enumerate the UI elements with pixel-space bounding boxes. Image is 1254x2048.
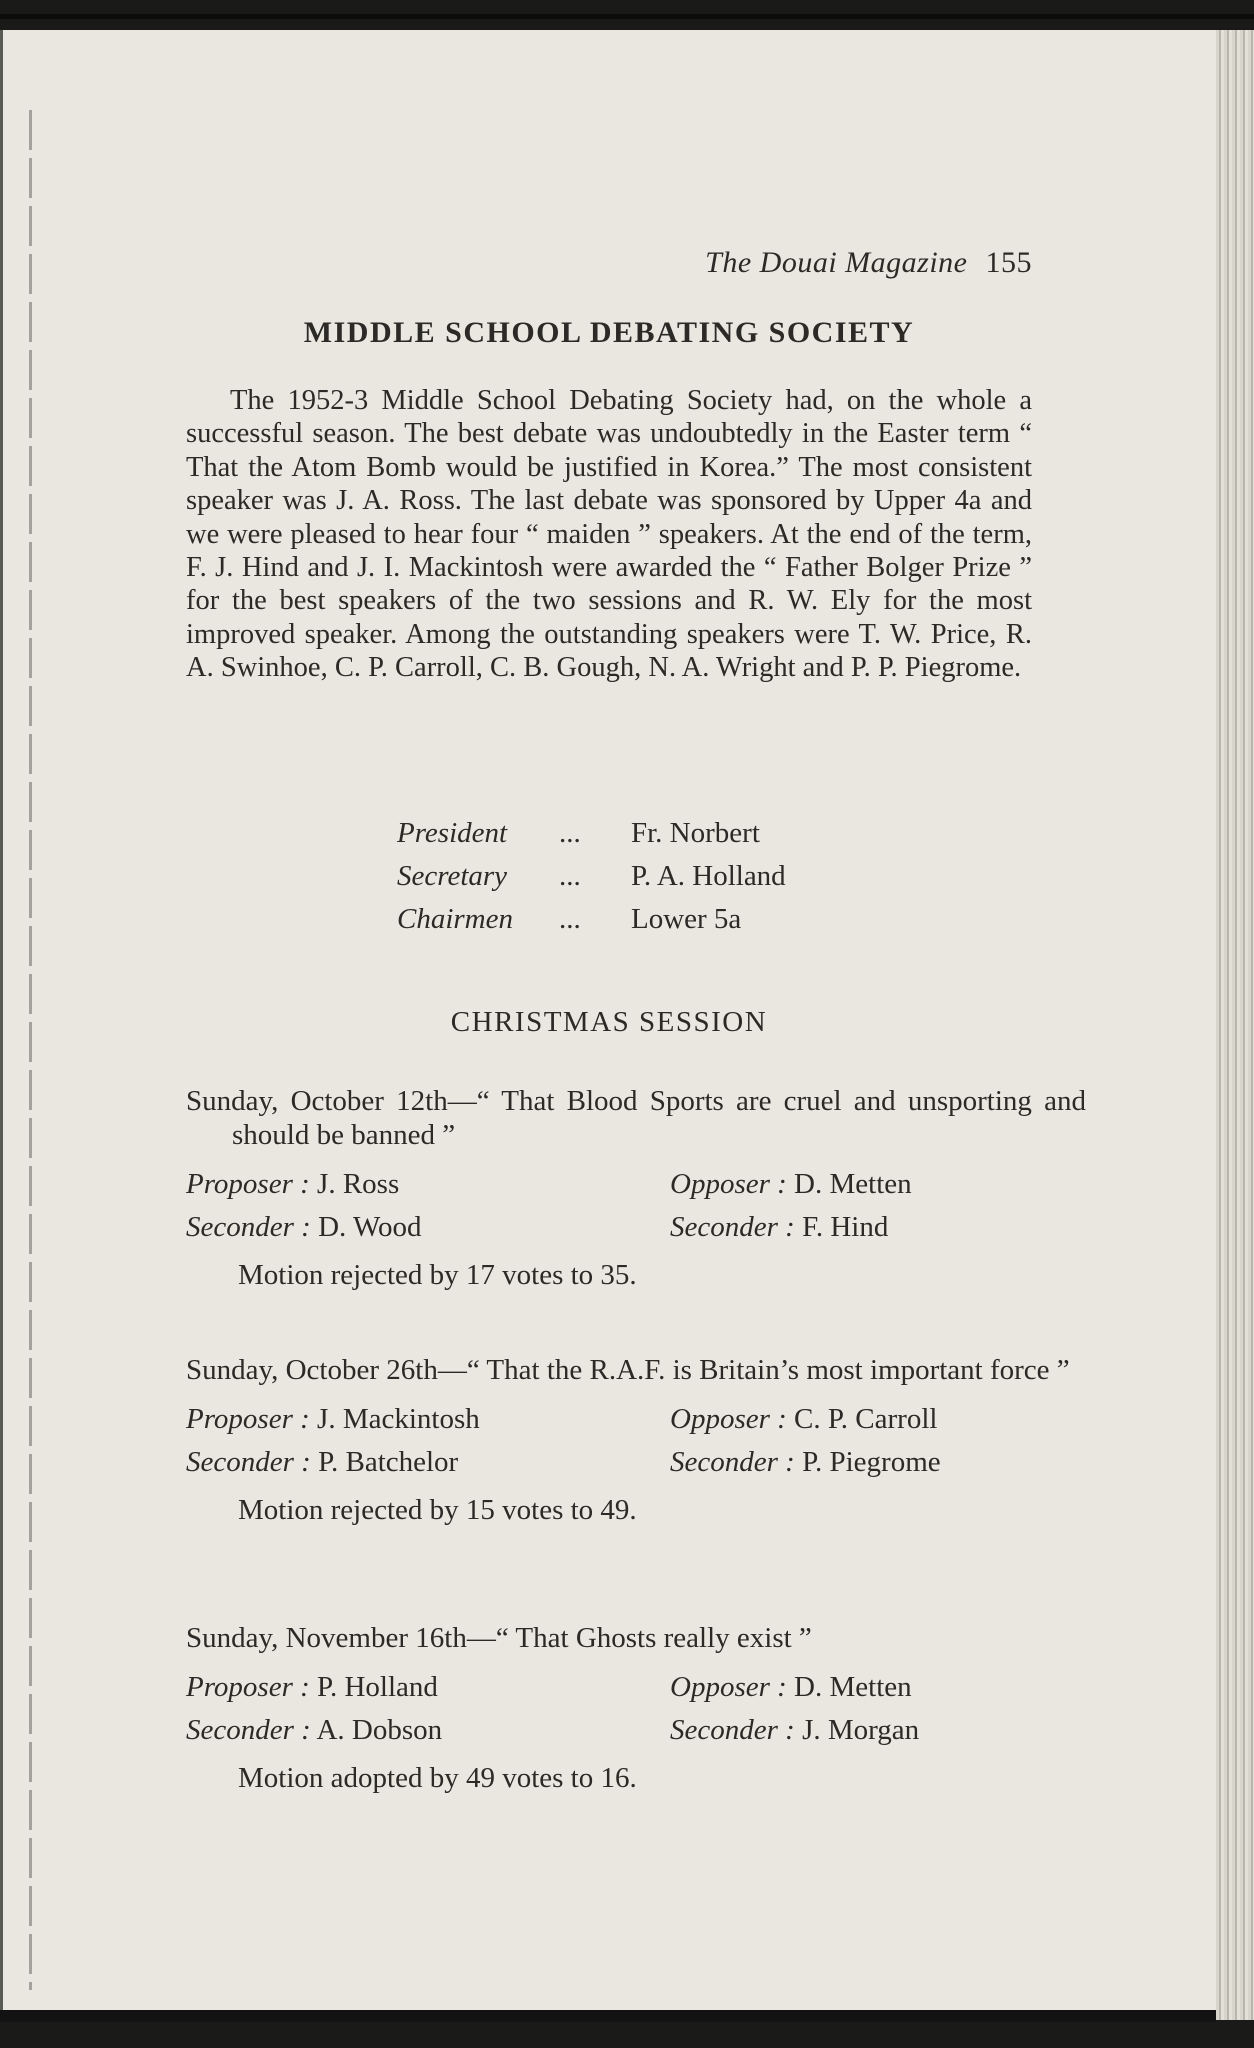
magazine-title: The Douai Magazine <box>705 246 968 279</box>
speakers-grid <box>186 1163 1046 1249</box>
debate-motion: Sunday, October 12th—“ That Blood Sports are cruel and unsporting and should be banned ” <box>186 1085 1086 1151</box>
opposer-name: C. P. Carroll <box>794 1403 938 1435</box>
debate-entry <box>186 1084 1086 1293</box>
proposer-seconder-cell <box>186 1441 670 1484</box>
opposer-seconder-cell <box>670 1441 1046 1484</box>
officer-role: President <box>397 817 508 849</box>
debate-entry <box>186 1353 1070 1528</box>
officer-name: Fr. Norbert <box>631 817 760 849</box>
officer-role: Chairmen <box>397 903 513 935</box>
officers-table <box>397 812 897 941</box>
debate-result: Motion rejected by 15 votes to 49. <box>238 1494 637 1526</box>
seconder-label: Seconder : <box>186 1714 311 1746</box>
debate-motion: Sunday, November 16th—“ That Ghosts really exist ” <box>186 1622 812 1654</box>
seconder-label: Seconder : <box>670 1446 795 1478</box>
top-border <box>0 14 1254 19</box>
officer-role: Secretary <box>397 860 508 892</box>
opposer-label: Opposer : <box>670 1168 787 1200</box>
leader-dots: ... <box>559 860 581 892</box>
officer-name: P. A. Holland <box>631 860 786 892</box>
proposer-name: P. Holland <box>317 1671 438 1703</box>
session-heading: CHRISTMAS SESSION <box>450 1006 768 1038</box>
debate-entry <box>186 1621 1046 1796</box>
proposer-seconder-cell <box>186 1206 670 1249</box>
seconder-name: P. Batchelor <box>318 1446 459 1478</box>
proposer-seconder-cell <box>186 1709 670 1752</box>
leader-dots: ... <box>559 817 581 849</box>
proposer-cell <box>186 1398 670 1441</box>
opposer-label: Opposer : <box>670 1403 787 1435</box>
debate-result: Motion adopted by 49 votes to 16. <box>238 1762 637 1794</box>
proposer-label: Proposer : <box>186 1168 310 1200</box>
opposer-cell <box>670 1666 1046 1709</box>
speakers-grid <box>186 1398 1046 1484</box>
proposer-name: J. Ross <box>317 1168 400 1200</box>
opposer-cell <box>670 1398 1046 1441</box>
seconder-label: Seconder : <box>670 1714 795 1746</box>
officer-row <box>397 812 897 855</box>
seconder-name: A. Dobson <box>316 1714 443 1746</box>
seconder-name: J. Morgan <box>802 1714 920 1746</box>
gutter-binding <box>29 110 32 1990</box>
seconder-name: F. Hind <box>802 1211 889 1243</box>
debate-result: Motion rejected by 17 votes to 35. <box>238 1259 637 1291</box>
seconder-name: P. Piegrome <box>802 1446 941 1478</box>
opposer-name: D. Metten <box>794 1671 912 1703</box>
leader-dots: ... <box>559 903 581 935</box>
seconder-label: Seconder : <box>186 1211 311 1243</box>
officer-row <box>397 898 897 941</box>
seconder-name: D. Wood <box>318 1211 422 1243</box>
proposer-label: Proposer : <box>186 1671 310 1703</box>
intro-paragraph: The 1952-3 Middle School Debating Society had, on the whole a successful season. The best debate was undoubtedly in the Easter term “ That the Atom Bomb would be justified in Korea.” The most consistent speaker was J. A. Ross. The last debate was sponsored by Upper 4a and we were pleased to hear four “ maiden ” speakers. At the end of the term, F. J. Hind and J. I. Mackintosh were awarded the “ Father Bolger Prize ” for the best speakers of the two sessions and R. W. Ely for the most improved speaker. Among the outstanding speakers were T. W. Price, R. A. Swinhoe, C. P. Carroll, C. B. Gough, N. A. Wright and P. P. Piegrome. <box>186 385 1032 684</box>
opposer-cell <box>670 1163 1046 1206</box>
proposer-label: Proposer : <box>186 1403 310 1435</box>
officer-row <box>397 855 897 898</box>
proposer-name: J. Mackintosh <box>317 1403 480 1435</box>
opposer-label: Opposer : <box>670 1671 787 1703</box>
proposer-cell <box>186 1163 670 1206</box>
bottom-border <box>0 2010 1216 2022</box>
speakers-grid <box>186 1666 1046 1752</box>
page-edges <box>1216 30 1254 2020</box>
proposer-cell <box>186 1666 670 1709</box>
running-header <box>186 246 1032 286</box>
officer-name: Lower 5a <box>631 903 742 935</box>
opposer-seconder-cell <box>670 1709 1046 1752</box>
seconder-label: Seconder : <box>186 1446 311 1478</box>
seconder-label: Seconder : <box>670 1211 795 1243</box>
page-number: 155 <box>985 246 1032 279</box>
debate-motion: Sunday, October 26th—“ That the R.A.F. is Britain’s most important force ” <box>186 1354 1070 1386</box>
article-title: MIDDLE SCHOOL DEBATING SOCIETY <box>303 316 915 349</box>
opposer-name: D. Metten <box>794 1168 912 1200</box>
opposer-seconder-cell <box>670 1206 1046 1249</box>
